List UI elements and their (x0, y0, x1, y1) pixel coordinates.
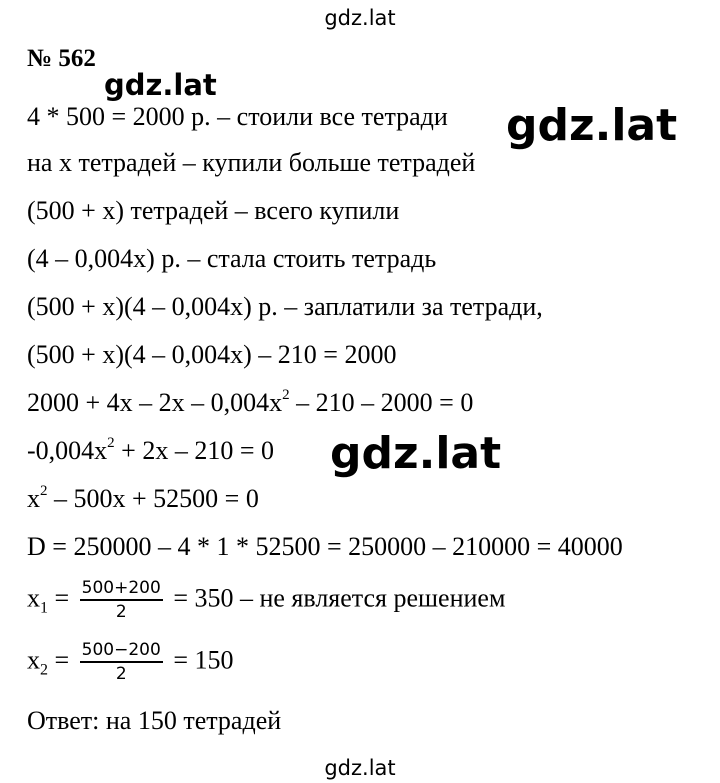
solution-line-7 (27, 387, 474, 417)
x2-fraction (80, 642, 163, 683)
x1-equals: = (48, 583, 70, 613)
root-x1-line (27, 580, 505, 621)
solution-line-3: (500 + х) тетрадей – всего купили (27, 196, 400, 225)
x1-numerator: 500+200 (80, 580, 163, 601)
eq7-exponent: 2 (282, 387, 290, 403)
x2-denominator: 2 (115, 664, 127, 684)
watermark-bottom: gdz.lat (324, 756, 396, 780)
watermark-inline-2: gdz.lat (506, 100, 678, 151)
x1-result: = 350 – не является решением (173, 583, 506, 613)
eq7-left: 2000 + 4х – 2х – 0,004х (27, 388, 283, 417)
solution-line-4: (4 – 0,004х) р. – стала стоить тетрадь (27, 244, 437, 273)
x2-numerator: 500−200 (80, 642, 163, 663)
watermark-inline-1: gdz.lat (104, 68, 217, 102)
x2-subscript: 2 (40, 661, 48, 679)
eq9-left: х (27, 484, 40, 513)
x2-variable: х (27, 645, 40, 675)
eq7-right: – 210 – 2000 = 0 (289, 388, 474, 417)
eq9-exponent: 2 (40, 483, 48, 499)
solution-line-5: (500 + х)(4 – 0,004х) р. – заплатили за тетради, (27, 292, 543, 321)
x2-equals: = (48, 645, 70, 675)
solution-line-9 (27, 483, 259, 513)
solution-line-8 (27, 435, 274, 465)
eq8-right: + 2х – 210 = 0 (114, 436, 274, 465)
x1-variable: х (27, 583, 40, 613)
solution-line-1: 4 * 500 = 2000 р. – стоили все тетради (27, 102, 448, 131)
eq8-left: -0,004х (27, 436, 108, 465)
eq9-right: – 500х + 52500 = 0 (47, 484, 259, 513)
discriminant-line: D = 250000 – 4 * 1 * 52500 = 250000 – 210000 = 40000 (27, 532, 623, 561)
x1-fraction (80, 580, 163, 621)
answer-line: Ответ: на 150 тетрадей (27, 706, 282, 735)
solution-line-6: (500 + х)(4 – 0,004х) – 210 = 2000 (27, 340, 397, 369)
watermark-inline-3: gdz.lat (330, 428, 502, 479)
x1-subscript: 1 (40, 599, 48, 617)
x1-denominator: 2 (115, 602, 127, 622)
solution-line-2: на х тетрадей – купили больше тетрадей (27, 148, 476, 177)
root-x2-line (27, 642, 233, 683)
x2-result: = 150 (173, 645, 234, 675)
eq8-exponent: 2 (107, 435, 115, 451)
watermark-top: gdz.lat (324, 6, 396, 30)
problem-title: № 562 (27, 45, 96, 72)
